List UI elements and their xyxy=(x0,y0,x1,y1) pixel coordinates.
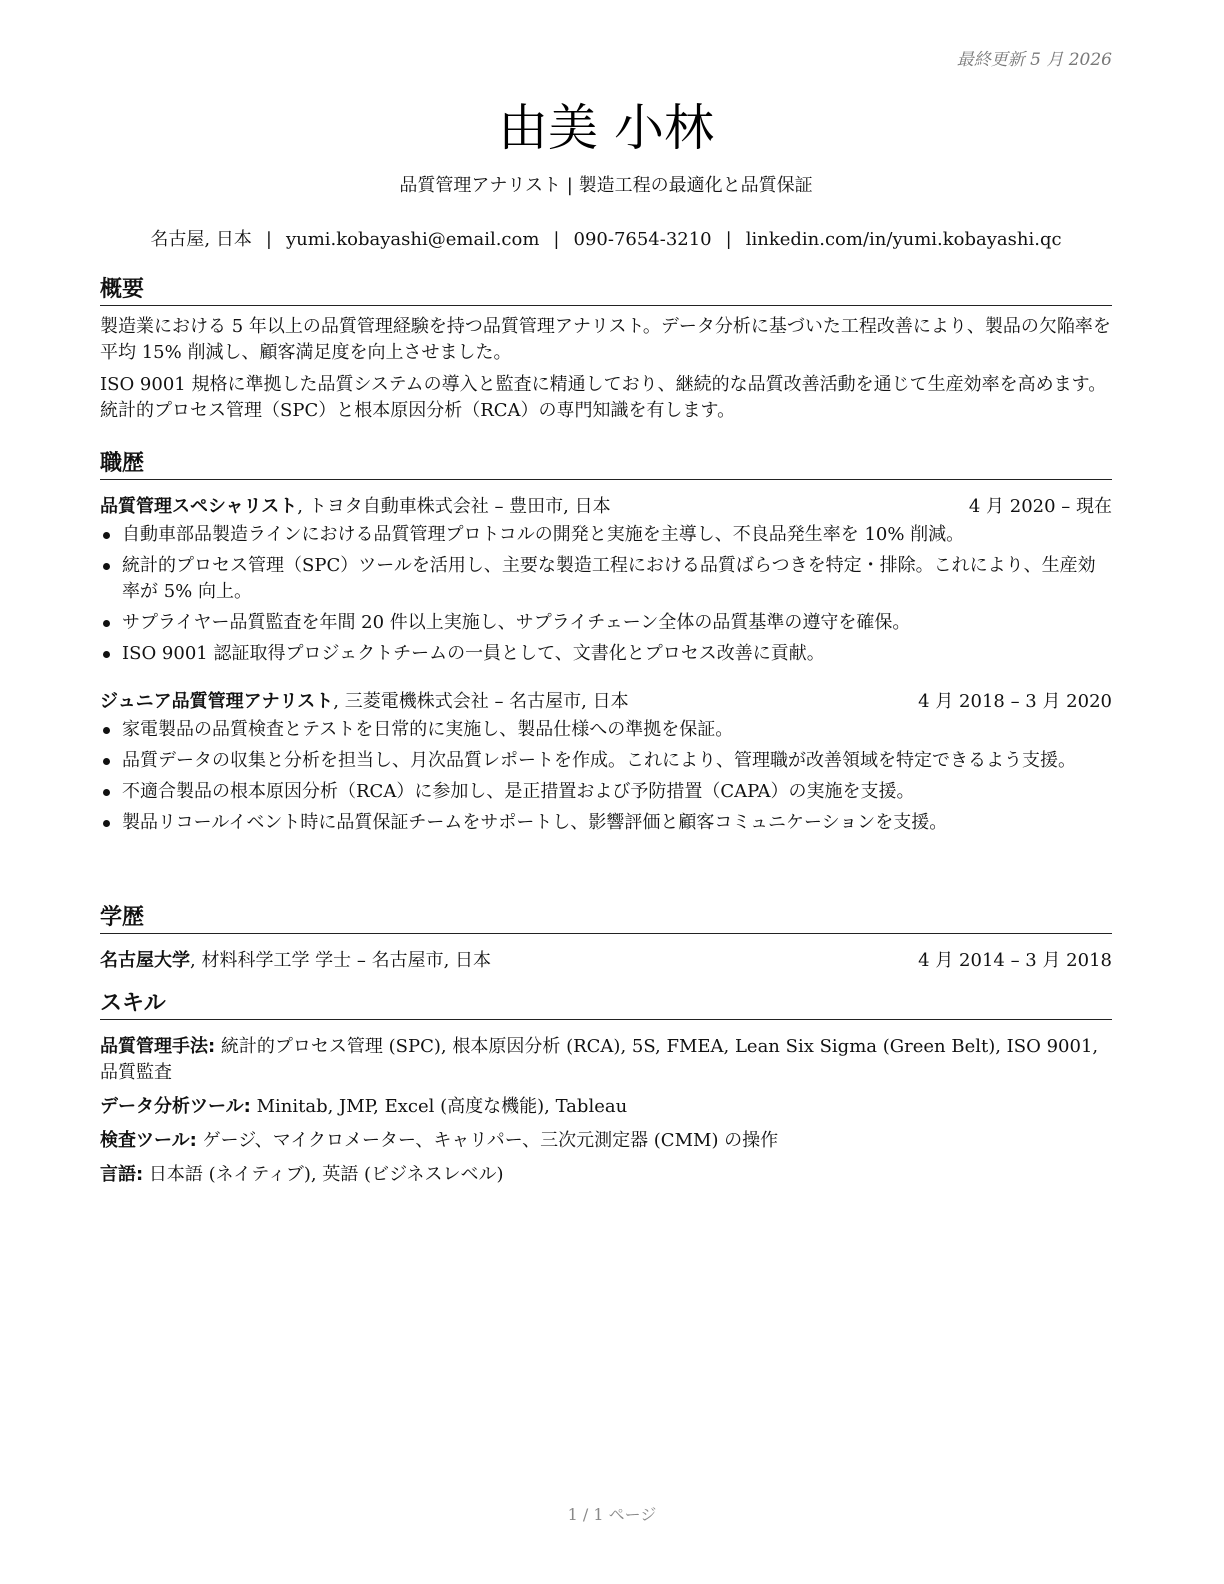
candidate-name: 由美 小林 xyxy=(498,99,714,157)
job-role: 品質管理スペシャリスト xyxy=(100,496,298,517)
section-title-experience: 職歴 xyxy=(100,450,1112,480)
tagline: 品質管理アナリスト | 製造工程の最適化と品質保証 xyxy=(399,175,813,196)
job-bullet: 自動車部品製造ラインにおける品質管理プロトコルの開発と実施を主導し、不良品発生率を 10% 削減。 xyxy=(100,522,1112,548)
contact-separator: | xyxy=(553,229,560,250)
job-bullets xyxy=(100,717,1112,836)
education-section xyxy=(100,904,1112,974)
skill-row xyxy=(100,1094,1112,1120)
education-dates: 4 月 2014 – 3 月 2018 xyxy=(918,950,1112,971)
section-title-skills: スキル xyxy=(100,990,1112,1020)
summary-section xyxy=(100,276,1112,424)
skills-section xyxy=(100,990,1112,1196)
job-bullet: サプライヤー品質監査を年間 20 件以上実施し、サプライチェーン全体の品質基準の遵守を確保。 xyxy=(100,610,1112,636)
section-title-education: 学歴 xyxy=(100,904,1112,934)
section-title-summary: 概要 xyxy=(100,276,1112,306)
contact-linkedin[interactable]: linkedin.com/in/yumi.kobayashi.qc xyxy=(745,229,1062,250)
job-company: , トヨタ自動車株式会社 – 豊田市, 日本 xyxy=(297,496,611,517)
school-name: 名古屋大学 xyxy=(100,950,190,971)
job-dates: 4 月 2018 – 3 月 2020 xyxy=(918,691,1112,712)
skill-label: 品質管理手法: xyxy=(100,1036,216,1057)
contact-separator: | xyxy=(725,229,732,250)
skill-value: Minitab, JMP, Excel (高度な機能), Tableau xyxy=(250,1096,628,1117)
job-header xyxy=(100,689,1112,715)
contact-line xyxy=(100,225,1112,251)
skill-label: 言語: xyxy=(100,1164,144,1185)
skill-value: 統計的プロセス管理 (SPC), 根本原因分析 (RCA), 5S, FMEA, Lean Six Sigma (Green Belt), ISO 9001, 品質監査 xyxy=(100,1036,1099,1083)
job-bullet: 統計的プロセス管理（SPC）ツールを活用し、主要な製造工程における品質ばらつきを特定・排除。これにより、生産効率が 5% 向上。 xyxy=(100,553,1112,605)
summary-paragraph: ISO 9001 規格に準拠した品質システムの導入と監査に精通しており、継続的な品質改善活動を通じて生産効率を高めます。統計的プロセス管理（SPC）と根本原因分析（RCA）の専門知識を有します。 xyxy=(100,374,1107,421)
skill-row xyxy=(100,1128,1112,1154)
contact-location: 名古屋, 日本 xyxy=(150,229,252,250)
summary-paragraph: 製造業における 5 年以上の品質管理経験を持つ品質管理アナリスト。データ分析に基づいた工程改善により、製品の欠陥率を平均 15% 削減し、顧客満足度を向上させました。 xyxy=(100,316,1111,363)
skill-label: 検査ツール: xyxy=(100,1130,197,1151)
job-dates: 4 月 2020 – 現在 xyxy=(968,496,1112,517)
skill-row xyxy=(100,1162,1112,1188)
skill-value: 日本語 (ネイティブ), 英語 (ビジネスレベル) xyxy=(143,1164,504,1185)
job-bullet: ISO 9001 認証取得プロジェクトチームの一員として、文書化とプロセス改善に貢献。 xyxy=(100,641,1112,667)
skill-row xyxy=(100,1034,1112,1086)
job-bullet: 品質データの収集と分析を担当し、月次品質レポートを作成。これにより、管理職が改善領域を特定できるよう支援。 xyxy=(100,748,1112,774)
job-bullet: 家電製品の品質検査とテストを日常的に実施し、製品仕様への準拠を保証。 xyxy=(100,717,1112,743)
contact-phone[interactable]: 090-7654-3210 xyxy=(573,229,712,250)
degree-detail: , 材料科学工学 学士 – 名古屋市, 日本 xyxy=(190,950,492,971)
skill-value: ゲージ、マイクロメーター、キャリパー、三次元測定器 (CMM) の操作 xyxy=(196,1130,779,1151)
skill-label: データ分析ツール: xyxy=(100,1096,251,1117)
education-entry xyxy=(100,948,1112,974)
last-updated: 最終更新 5 月 2026 xyxy=(956,50,1112,70)
job-company: , 三菱電機株式会社 – 名古屋市, 日本 xyxy=(333,691,629,712)
job-bullet: 不適合製品の根本原因分析（RCA）に参加し、是正措置および予防措置（CAPA）の実施を支援。 xyxy=(100,779,1112,805)
contact-separator: | xyxy=(265,229,272,250)
job-bullets xyxy=(100,522,1112,667)
job-role: ジュニア品質管理アナリスト xyxy=(100,691,334,712)
job-header xyxy=(100,494,1112,520)
job-bullet: 製品リコールイベント時に品質保証チームをサポートし、影響評価と顧客コミュニケーションを支援。 xyxy=(100,810,1112,836)
page-number: 1 / 1 ページ xyxy=(567,1505,657,1524)
contact-email[interactable]: yumi.kobayashi@email.com xyxy=(285,229,540,250)
experience-section xyxy=(100,450,1112,841)
job-entry xyxy=(100,494,1112,667)
job-entry xyxy=(100,689,1112,836)
skills-list xyxy=(100,1034,1112,1188)
